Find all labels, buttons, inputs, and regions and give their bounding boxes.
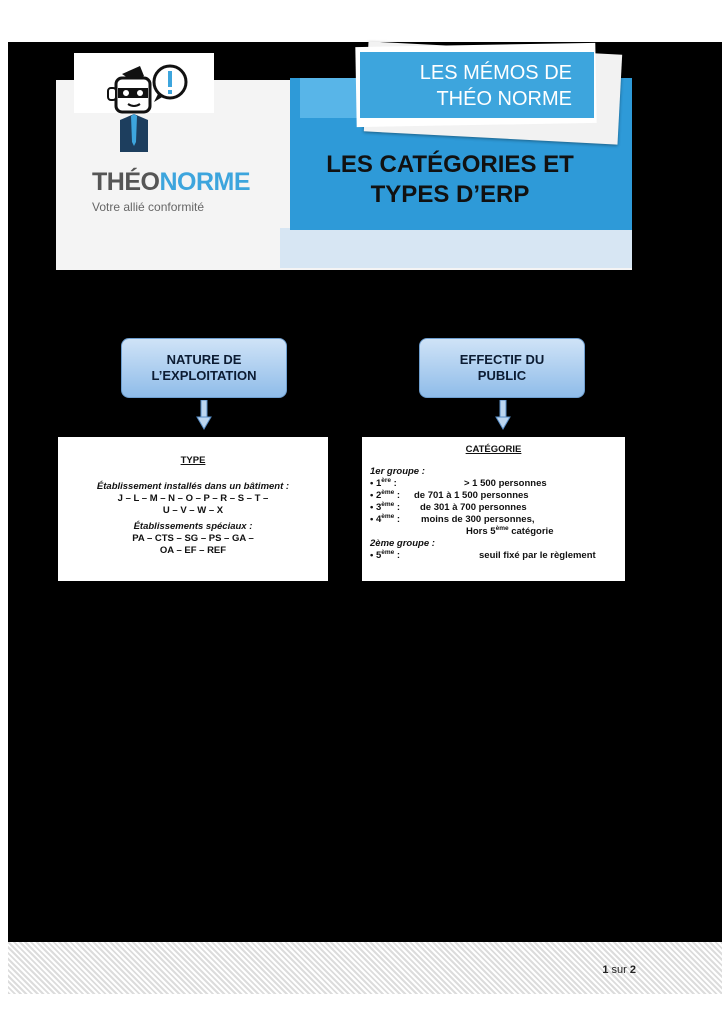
cat2-colon: : xyxy=(394,490,401,501)
type-heading: TYPE xyxy=(180,455,206,466)
group2-label: 2ème groupe : xyxy=(370,538,435,549)
category-row-2: • 2ème : de 701 à 1 500 personnes xyxy=(370,488,529,501)
category-row-4-extra xyxy=(370,526,625,538)
page-number xyxy=(602,964,636,976)
cat4-extra-pre: Hors 5 xyxy=(466,526,496,537)
mascot-logo-icon xyxy=(100,62,200,158)
cat4-value: moins de 300 personnes, xyxy=(421,514,535,525)
brand-tagline: Votre allié conformité xyxy=(92,200,205,214)
category-row-5: • 5ème : seuil fixé par le règlement xyxy=(370,548,596,561)
cat4-extra-sup: ème xyxy=(495,524,509,532)
arrow-down-icon xyxy=(196,400,212,430)
page-current: 1 xyxy=(602,964,609,976)
category-heading: CATÉGORIE xyxy=(465,444,522,455)
node-effectif-public xyxy=(419,338,585,398)
cat5-value: seuil fixé par le règlement xyxy=(479,550,596,561)
memo-line2: THÉO NORME xyxy=(436,88,572,110)
cat4-colon: : xyxy=(394,514,401,525)
cat2-num: 2 xyxy=(375,490,382,501)
cat5-sup: ème xyxy=(381,548,395,556)
page-sep: sur xyxy=(608,964,630,976)
cat1-sup: ère xyxy=(381,476,392,484)
special-label: Établissements spéciaux : xyxy=(133,521,253,532)
buildings-line2: U – V – W – X xyxy=(162,505,224,516)
group1-label: 1er groupe : xyxy=(370,466,425,477)
node-nature-exploitation xyxy=(121,338,287,398)
category-box xyxy=(362,437,625,581)
cat3-num: 3 xyxy=(375,502,382,513)
buildings-line1: J – L – M – N – O – P – R – S – T – xyxy=(117,493,269,504)
node-left-line1: NATURE DE xyxy=(166,352,242,367)
arrow-down-icon xyxy=(495,400,511,430)
cat2-sup: ème xyxy=(381,488,395,496)
cat4-sup: ème xyxy=(381,512,395,520)
page-title xyxy=(290,150,610,210)
title-line1: LES CATÉGORIES ET xyxy=(326,151,574,178)
special-line1: PA – CTS – SG – PS – GA – xyxy=(132,533,254,544)
category-row-3: • 3ème : de 301 à 700 personnes xyxy=(370,500,527,513)
node-left-line2: L’EXPLOITATION xyxy=(151,368,257,383)
title-line2: TYPES D’ERP xyxy=(370,181,530,208)
cat3-value: de 301 à 700 personnes xyxy=(420,502,527,513)
brand-part1: THÉO xyxy=(92,168,160,196)
brand-part2: NORME xyxy=(159,168,251,196)
cat5-num: 5 xyxy=(375,550,382,561)
page-total: 2 xyxy=(629,964,636,976)
special-line2: OA – EF – REF xyxy=(159,545,227,556)
cat3-colon: : xyxy=(394,502,401,513)
memo-line1: LES MÉMOS DE xyxy=(419,62,572,84)
category-row-1: • 1ère : > 1 500 personnes xyxy=(370,476,547,489)
cat1-colon: : xyxy=(391,478,397,489)
type-box xyxy=(58,437,328,581)
cat1-num: 1 xyxy=(375,478,382,489)
brand-name xyxy=(92,168,250,197)
buildings-label: Établissement installés dans un bâtiment : xyxy=(96,481,290,492)
cat4-num: 4 xyxy=(375,514,382,525)
cat1-value: > 1 500 personnes xyxy=(464,478,547,489)
cat2-value: de 701 à 1 500 personnes xyxy=(414,490,529,501)
cat4-extra-post: catégorie xyxy=(508,526,554,537)
cat5-colon: : xyxy=(394,550,401,561)
node-right-line2: PUBLIC xyxy=(477,368,527,383)
node-right-line1: EFFECTIF DU xyxy=(459,352,545,367)
cat3-sup: ème xyxy=(381,500,395,508)
header-light-band xyxy=(280,228,632,268)
category-row-4: • 4ème : moins de 300 personnes, xyxy=(370,512,535,525)
memo-badge xyxy=(360,52,594,118)
